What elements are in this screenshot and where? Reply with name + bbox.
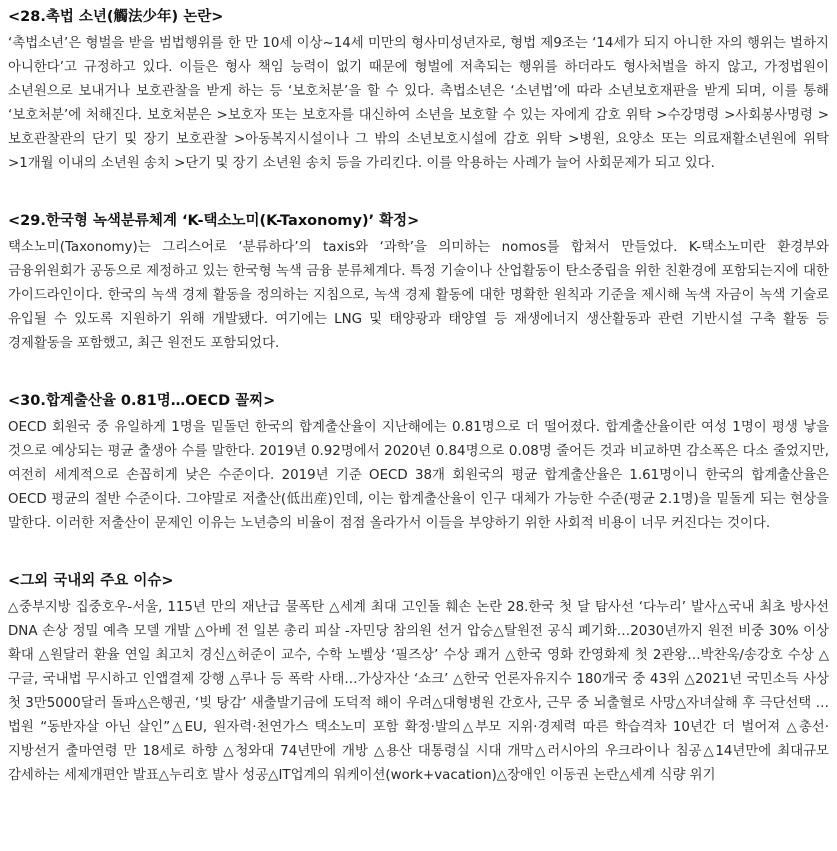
section-heading: <28.촉법 소년(觸法少年) 논란> (8, 9, 224, 25)
section-body: OECD 회원국 중 유일하게 1명을 밑돌던 한국의 합계출산율이 지난해에는 0.81명으로 더 떨어졌다. 합계출산율이란 여성 1명이 평생 낳을 것으로 예상되는 평균 출생아 수를 말한다. 2019년 0.92명에서 2020년 0.84명으로 0.08명 줄어든 것과 비교하면 감소폭은 다소 줄었지만, 여전히 세계적으로 손꼽히게 낮은 수준이다. 2019년 기준 OECD 38개 회원국의 평균 합계출산율은 1.61명이니 한국의 합계출산율은 OECD 평균의 절반 수준이다. 그야말로 저출산(低出産)인데, 이는 합계출산율이 인구 대체가 가능한 수준(평균 2.1명)을 밑돌게 되는 현상을 말한다. 이러한 저출산이 문제인 이유는 노년층의 비율이 점점 올라가서 이들을 부양하기 위한 사회적 비용이 너무 커진다는 것이다. (8, 420, 829, 531)
section-heading: <29.한국형 녹색분류체계 ‘K-택소노미(K-Taxonomy)’ 확정> (8, 213, 420, 229)
section-heading: <그외 국내외 주요 이슈> (8, 573, 174, 589)
section-body: △중부지방 집중호우-서울, 115년 만의 재난급 물폭탄 △세계 최대 고인돌 훼손 논란 28.한국 첫 달 탐사선 ‘다누리’ 발사△국내 최초 방사선 DNA 손상 정밀 예측 모델 개발 △아베 전 일본 총리 피살 -자민당 참의원 선거 압승△탈원전 공식 폐기화…2030년까지 원전 비중 30% 이상 확대 △원달러 환율 연일 최고치 경신△허준이 교수, 수학 노벨상 ‘필즈상’ 수상 쾌거 △한국 영화 칸영화제 첫 2관왕…박찬욱/송강호 수상 △구글, 국내법 무시하고 인앱결제 강행 △루나 등 폭락 사태…가상자산 ‘쇼크’ △한국 언론자유지수 180개국 중 43위 △2021년 국민소득 사상 첫 3만5000달러 돌파△은행권, ‘빚 탕감’ 새출발기금에 도덕적 해이 우려△대형병원 간호사, 근무 중 뇌출혈로 사망△자녀살해 후 극단선택 … 법원 “동반자살 아닌 살인”△EU, 원자력·천연가스 택소노미 포함 확정·발의△부모 지위·경제력 따른 학습격차 10년간 더 벌어져 △총선·지방선거 출마연령 만 18세로 하향 △청와대 74년만에 개방 △용산 대통령실 시대 개막△러시아의 우크라이나 침공△14년만에 최대규모 감세하는 세제개편안 발표△누리호 발사 성공△IT업계의 워케이션(work+vacation)△장애인 이동권 논란△세계 식량 위기 (8, 600, 829, 783)
section-juvenile-offenders (8, 6, 829, 176)
section-body: 택소노미(Taxonomy)는 그리스어로 ‘분류하다’의 taxis와 ‘과학’을 의미하는 nomos를 합쳐서 만들었다. K-택소노미란 환경부와 금융위원회가 공동으로 제정하고 있는 한국형 녹색 금융 분류체계다. 특정 기술이나 산업활동이 탄소중립을 위한 친환경에 포함되는지에 대한 가이드라인이다. 한국의 녹색 경제 활동을 정의하는 지침으로, 녹색 경제 활동에 대한 명확한 원칙과 기준을 제시해 녹색 자금이 녹색 기술로 유입될 수 있도록 지원하기 위해 개발됐다. 여기에는 LNG 및 태양광과 태양열 등 재생에너지 생산활동과 관련 기반시설 구축 활동 등 경제활동을 포함했고, 최근 원전도 포함되었다. (8, 240, 829, 351)
section-other-issues (8, 570, 829, 788)
section-body: ‘촉법소년’은 형벌을 받을 범법행위를 한 만 10세 이상~14세 미만의 형사미성년자로, 형법 제9조는 ‘14세가 되지 아니한 자의 행위는 벌하지 아니한다’고 규정하고 있다. 이들은 형사 책임 능력이 없기 때문에 형벌에 저촉되는 행위를 하더라도 형사처벌을 하지 않고, 가정법원이 소년원으로 보내거나 보호관찰을 받게 하는 등 ‘보호처분’을 할 수 있다. 촉법소년은 ‘소년법’에 따라 소년보호재판을 받게 되며, 이를 통해 ‘보호처분’에 처해진다. 보호처분은 >보호자 또는 보호자를 대신하여 소년을 보호할 수 있는 자에게 감호 위탁 >수강명령 >사회봉사명령 >보호관찰관의 단기 및 장기 보호관찰 >아동복지시설이나 그 밖의 소년보호시설에 감호 위탁 >병원, 요양소 또는 의료재활소년원에 위탁 >1개월 이내의 소년원 송치 >단기 및 장기 소년원 송치 등을 가리킨다. 이를 악용하는 사례가 늘어 사회문제가 되고 있다. (8, 36, 829, 171)
section-heading: <30.합계출산율 0.81명…OECD 꼴찌> (8, 393, 276, 409)
section-fertility-rate (8, 390, 829, 536)
section-k-taxonomy (8, 210, 829, 356)
